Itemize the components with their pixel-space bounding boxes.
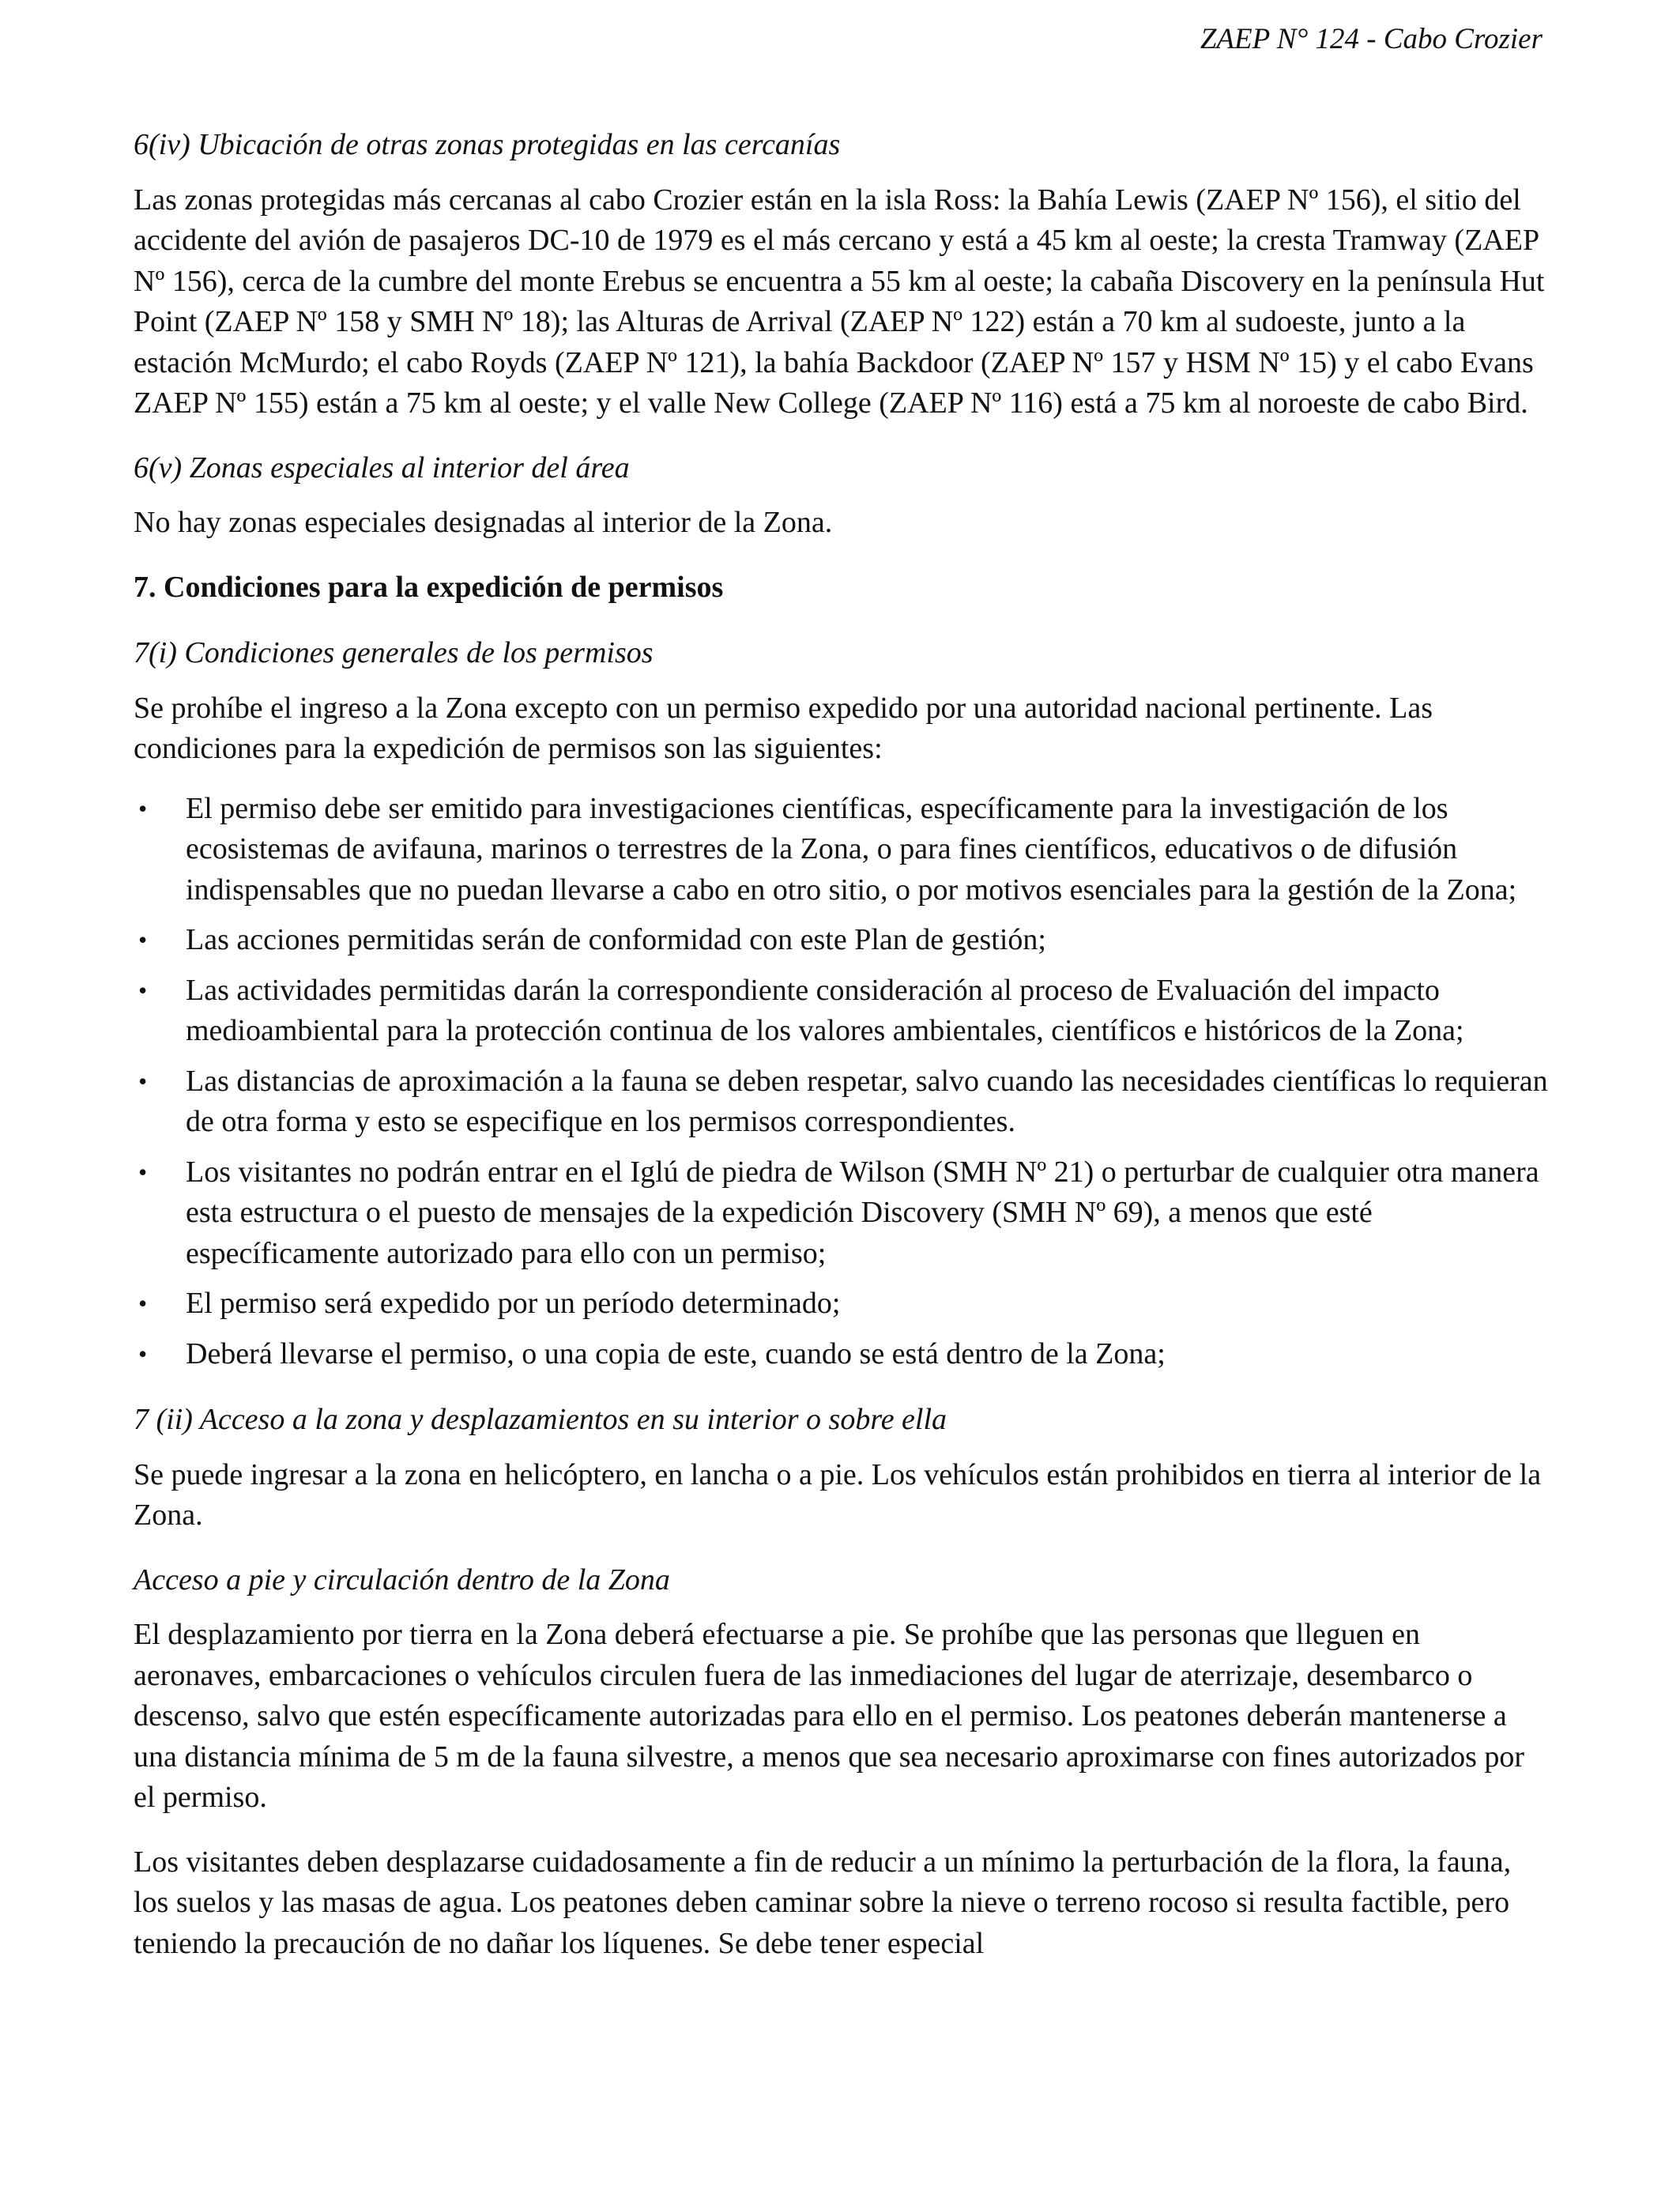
list-item-text: Las distancias de aproximación a la fauna se deben respetar, salvo cuando las necesidades científicas lo requieran de otra forma y esto se especifique en los permisos correspondientes. (186, 1064, 1548, 1138)
list-item (134, 1334, 1548, 1375)
section-7ii-title: 7 (ii) Acceso a la zona y desplazamientos en su interior o sobre ella (134, 1403, 947, 1436)
list-item (134, 1061, 1548, 1143)
list-item (134, 971, 1548, 1052)
bullet-icon: • (138, 1066, 148, 1095)
list-item-text: Deberá llevarse el permiso, o una copia de este, cuando se está dentro de la Zona; (186, 1336, 1166, 1370)
section-7i-title: 7(i) Condiciones generales de los permisos (134, 636, 654, 669)
list-item (134, 920, 1548, 961)
bullet-icon: • (138, 1339, 148, 1368)
section-7ii-paragraph: Se puede ingresar a la zona en helicóptero, en lancha o a pie. Los vehículos están prohibidos en tierra al interior de la Zona. (134, 1457, 1542, 1532)
section-6iv-title: 6(iv) Ubicación de otras zonas protegidas en las cercanías (134, 128, 841, 161)
bullet-icon: • (138, 975, 148, 1005)
foot-access-paragraph-1: El desplazamiento por tierra en la Zona deberá efectuarse a pie. Se prohíbe que las personas que lleguen en aeronaves, embarcaciones o vehículos circulen fuera de las inmediaciones del lugar de aterrizaje, desembarco o descenso, salvo que estén específicamente autorizadas para ello en el permiso. Los peatones deberán mantenerse a una distancia mínima de 5 m de la fauna silvestre, a menos que sea necesario aproximarse con fines autorizados por el permiso. (134, 1618, 1525, 1814)
foot-access-title: Acceso a pie y circulación dentro de la Zona (134, 1563, 670, 1596)
document-body (134, 125, 1548, 1988)
list-item (134, 789, 1548, 911)
section-6v-title: 6(v) Zonas especiales al interior del área (134, 450, 630, 484)
permit-conditions-list (134, 789, 1548, 1375)
list-item (134, 1284, 1548, 1325)
foot-access-paragraph-2: Los visitantes deben desplazarse cuidadosamente a fin de reducir a un mínimo la perturbación de la flora, la fauna, los suelos y las masas de agua. Los peatones deben caminar sobre la nieve o terreno rocoso si resulta factible, pero teniendo la precaución de no dañar los líquenes. Se debe tener especial (134, 1845, 1512, 1960)
running-header: ZAEP N° 124 - Cabo Crozier (1200, 23, 1543, 55)
bullet-icon: • (138, 1157, 148, 1186)
section-6iv-paragraph: Las zonas protegidas más cercanas al cabo Crozier están en la isla Ross: la Bahía Lewis (ZAEP Nº 156), el sitio del accidente del avión de pasajeros DC-10 de 1979 es el más cercano y está a 45 km al oeste; la cresta Tramway (ZAEP Nº 156), cerca de la cumbre del monte Erebus se encuentra a 55 km al oeste; la cabaña Discovery en la península Hut Point (ZAEP Nº 158 y SMH Nº 18); las Alturas de Arrival (ZAEP Nº 122) están a 70 km al sudoeste, junto a la estación McMurdo; el cabo Royds (ZAEP Nº 121), la bahía Backdoor (ZAEP Nº 157 y HSM Nº 15) y el cabo Evans ZAEP Nº 155) están a 75 km al oeste; y el valle New College (ZAEP Nº 116) está a 75 km al noroeste de cabo Bird. (134, 183, 1545, 420)
list-item-text: Las actividades permitidas darán la correspondiente consideración al proceso de Evaluación del impacto medioambiental para la protección continua de los valores ambientales, científicos e históricos de la Zona; (186, 973, 1464, 1047)
list-item-text: El permiso debe ser emitido para investigaciones científicas, específicamente para la investigación de los ecosistemas de avifauna, marinos o terrestres de la Zona, o para fines científicos, educativos o de difusión indispensables que no puedan llevarse a cabo en otro sitio, o por motivos esenciales para la gestión de la Zona; (186, 791, 1517, 907)
section-6v-paragraph: No hay zonas especiales designadas al interior de la Zona. (134, 506, 833, 539)
bullet-icon: • (138, 925, 148, 954)
list-item-text: Los visitantes no podrán entrar en el Iglú de piedra de Wilson (SMH Nº 21) o perturbar de cualquier otra manera esta estructura o el puesto de mensajes de la expedición Discovery (SMH Nº 69), a menos que esté específicamente autorizado para ello con un permiso; (186, 1155, 1539, 1270)
bullet-icon: • (138, 794, 148, 823)
section-7-heading: 7. Condiciones para la expedición de permisos (134, 570, 724, 604)
section-7i-paragraph: Se prohíbe el ingreso a la Zona excepto con un permiso expedido por una autoridad nacional pertinente. Las condiciones para la expedición de permisos son las siguientes: (134, 691, 1433, 765)
bullet-icon: • (138, 1289, 148, 1318)
list-item (134, 1152, 1548, 1275)
list-item-text: El permiso será expedido por un período determinado; (186, 1287, 841, 1320)
list-item-text: Las acciones permitidas serán de conformidad con este Plan de gestión; (186, 923, 1046, 956)
